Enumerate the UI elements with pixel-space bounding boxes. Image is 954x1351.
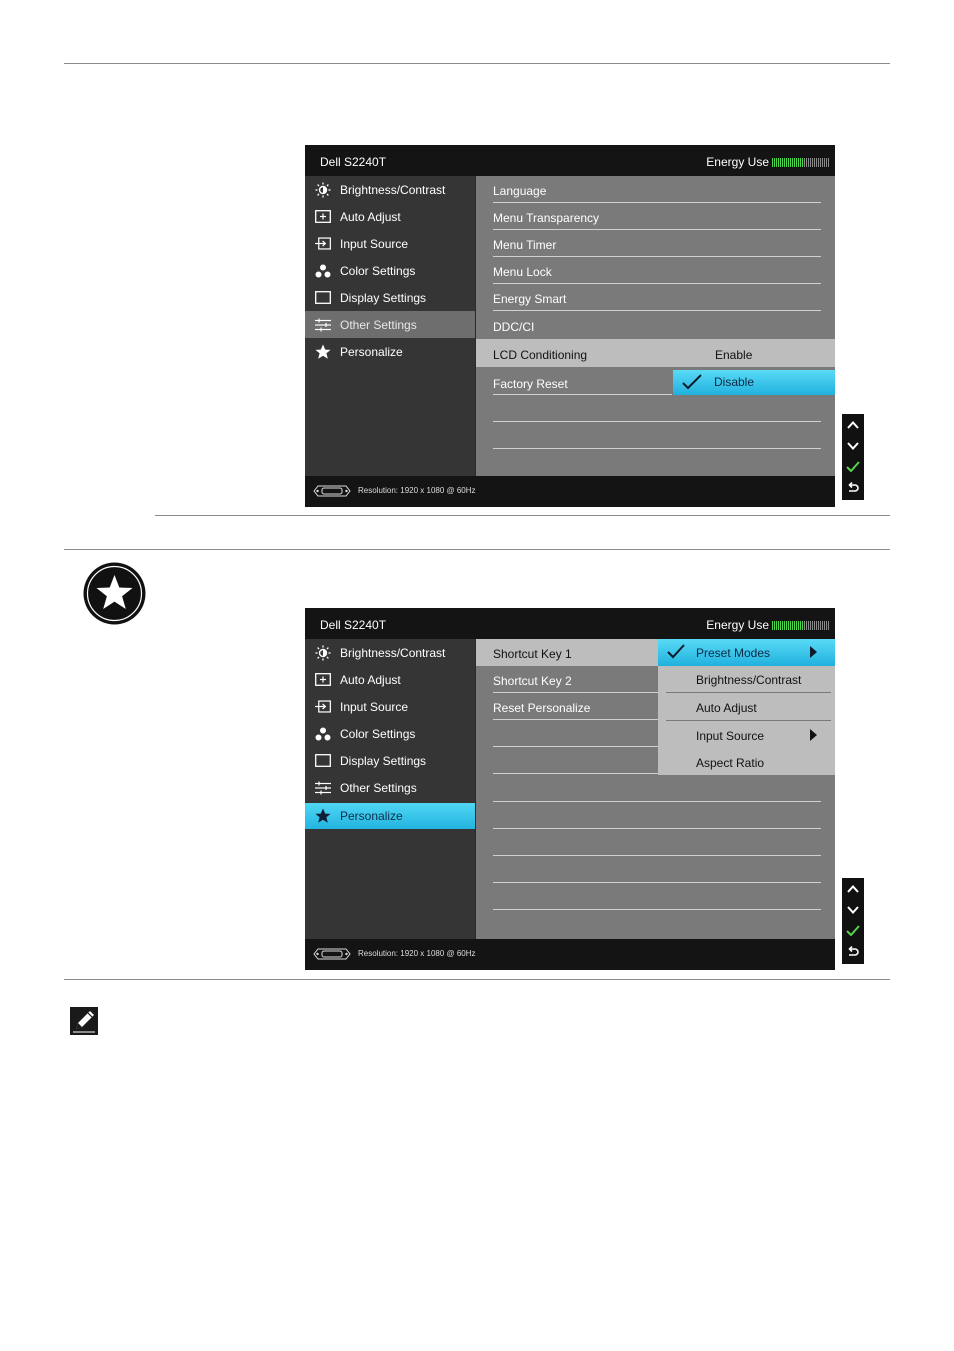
note-pencil-icon bbox=[70, 1007, 98, 1035]
menu-item-brightness-contrast[interactable] bbox=[305, 639, 475, 666]
energy-bar bbox=[774, 621, 775, 630]
menu-item-other-settings[interactable] bbox=[305, 311, 475, 338]
menu-item-label: Color Settings bbox=[340, 263, 416, 278]
empty-row bbox=[476, 747, 658, 774]
option-label: Aspect Ratio bbox=[696, 756, 765, 770]
energy-bar bbox=[772, 621, 773, 630]
option-preset-modes-selected[interactable] bbox=[658, 639, 835, 666]
option-enable[interactable]: Enable bbox=[715, 348, 753, 362]
check-icon bbox=[667, 644, 685, 662]
energy-bar bbox=[806, 158, 807, 167]
menu-item-display-settings[interactable] bbox=[305, 284, 475, 311]
energy-bar bbox=[782, 158, 783, 167]
energy-bar bbox=[806, 621, 807, 630]
energy-bars bbox=[772, 158, 829, 167]
option-factory-reset[interactable] bbox=[476, 367, 672, 395]
option-menu-lock[interactable] bbox=[476, 257, 835, 284]
option-disable-selected[interactable] bbox=[673, 370, 835, 395]
auto-adjust-icon bbox=[315, 673, 331, 687]
option-ddc-ci[interactable] bbox=[476, 312, 835, 339]
energy-bar bbox=[796, 621, 797, 630]
option-label: Brightness/Contrast bbox=[696, 673, 802, 687]
menu-item-label: Other Settings bbox=[340, 780, 417, 795]
down-arrow-icon[interactable] bbox=[842, 899, 864, 920]
section-rule-1 bbox=[155, 515, 890, 516]
energy-bar bbox=[774, 158, 775, 167]
energy-bar bbox=[784, 158, 785, 167]
osd-header bbox=[305, 145, 835, 176]
option-aspect-ratio[interactable] bbox=[658, 748, 835, 775]
energy-bar bbox=[772, 158, 773, 167]
option-label: LCD Conditioning bbox=[493, 348, 588, 362]
menu-item-label: Auto Adjust bbox=[340, 672, 401, 687]
menu-item-personalize[interactable] bbox=[305, 338, 475, 365]
energy-bar bbox=[780, 158, 781, 167]
section-rule-3 bbox=[64, 979, 890, 980]
arrow-right-icon bbox=[809, 729, 817, 744]
section-rule-2 bbox=[64, 549, 890, 550]
energy-bar bbox=[826, 621, 827, 630]
osd-footer bbox=[305, 476, 835, 507]
osd-footer bbox=[305, 939, 835, 970]
menu-item-other-settings[interactable] bbox=[305, 774, 475, 801]
menu-item-auto-adjust[interactable] bbox=[305, 666, 475, 693]
resolution-text: Resolution: 1920 x 1080 @ 60Hz bbox=[358, 486, 476, 495]
display-settings-icon bbox=[315, 754, 331, 768]
input-source-icon bbox=[315, 237, 331, 251]
energy-bar bbox=[790, 621, 791, 630]
input-source-icon bbox=[315, 700, 331, 714]
back-icon[interactable] bbox=[842, 477, 864, 498]
color-settings-icon bbox=[315, 264, 331, 278]
energy-bars bbox=[772, 621, 829, 630]
menu-item-label: Input Source bbox=[340, 699, 409, 714]
energy-bar bbox=[812, 158, 813, 167]
menu-item-label: Display Settings bbox=[340, 753, 427, 768]
energy-bar bbox=[782, 621, 783, 630]
energy-bar bbox=[776, 158, 777, 167]
option-shortcut-key-1[interactable] bbox=[476, 639, 658, 666]
empty-row bbox=[476, 395, 835, 422]
energy-bar bbox=[788, 621, 789, 630]
energy-bar bbox=[788, 158, 789, 167]
energy-meter bbox=[706, 618, 829, 632]
submenu-other-settings bbox=[476, 176, 835, 476]
option-menu-transparency[interactable] bbox=[476, 203, 835, 230]
menu-item-label: Other Settings bbox=[340, 317, 417, 332]
nav-buttons bbox=[842, 878, 864, 964]
down-arrow-icon[interactable] bbox=[842, 435, 864, 456]
back-icon[interactable] bbox=[842, 941, 864, 962]
energy-bar bbox=[792, 621, 793, 630]
menu-item-label: Personalize bbox=[340, 344, 403, 359]
menu-item-color-settings[interactable] bbox=[305, 257, 475, 284]
option-label: Menu Lock bbox=[493, 265, 552, 279]
energy-bar bbox=[808, 621, 809, 630]
check-icon bbox=[682, 374, 702, 393]
energy-label: Energy Use bbox=[706, 155, 769, 169]
energy-bar bbox=[804, 621, 805, 630]
energy-bar bbox=[798, 158, 799, 167]
empty-row bbox=[476, 775, 835, 802]
check-icon[interactable] bbox=[842, 456, 864, 477]
star-icon bbox=[315, 345, 331, 359]
energy-bar bbox=[810, 621, 811, 630]
option-label: Disable bbox=[714, 375, 755, 389]
menu-item-color-settings[interactable] bbox=[305, 720, 475, 747]
energy-bar bbox=[810, 158, 811, 167]
energy-bar bbox=[828, 158, 829, 167]
option-reset-personalize[interactable] bbox=[476, 693, 658, 720]
option-label: Auto Adjust bbox=[696, 701, 757, 715]
up-arrow-icon[interactable] bbox=[842, 878, 864, 899]
energy-bar bbox=[824, 158, 825, 167]
energy-bar bbox=[812, 621, 813, 630]
energy-bar bbox=[820, 621, 821, 630]
energy-bar bbox=[786, 158, 787, 167]
energy-bar bbox=[804, 158, 805, 167]
divider bbox=[493, 909, 821, 910]
energy-bar bbox=[816, 158, 817, 167]
option-label: Energy Smart bbox=[493, 292, 567, 306]
energy-bar bbox=[792, 158, 793, 167]
energy-bar bbox=[784, 621, 785, 630]
energy-bar bbox=[818, 158, 819, 167]
energy-bar bbox=[816, 621, 817, 630]
other-settings-icon bbox=[315, 781, 331, 795]
option-label: Input Source bbox=[696, 729, 765, 743]
model-name: Dell S2240T bbox=[320, 618, 387, 632]
empty-row bbox=[476, 856, 835, 883]
empty-row bbox=[476, 829, 835, 856]
option-menu-timer[interactable] bbox=[476, 230, 835, 257]
menu-item-display-settings[interactable] bbox=[305, 747, 475, 774]
divider bbox=[493, 773, 658, 774]
option-shortcut-key-2[interactable] bbox=[476, 666, 658, 693]
empty-row bbox=[476, 802, 835, 829]
energy-bar bbox=[814, 158, 815, 167]
osd-personalize bbox=[305, 608, 835, 970]
energy-bar bbox=[802, 621, 803, 630]
option-label: DDC/CI bbox=[493, 320, 535, 334]
energy-bar bbox=[822, 621, 823, 630]
energy-bar bbox=[820, 158, 821, 167]
menu-item-personalize[interactable] bbox=[305, 803, 475, 829]
divider bbox=[493, 310, 821, 311]
brightness-icon bbox=[315, 646, 331, 660]
empty-row bbox=[476, 883, 835, 910]
option-label: Shortcut Key 2 bbox=[493, 674, 572, 688]
other-settings-icon bbox=[315, 318, 331, 332]
menu-item-input-source[interactable] bbox=[305, 230, 475, 257]
menu-item-label: Auto Adjust bbox=[340, 209, 401, 224]
option-lcd-conditioning[interactable] bbox=[476, 339, 835, 367]
top-rule bbox=[64, 63, 890, 64]
energy-bar bbox=[800, 621, 801, 630]
energy-bar bbox=[798, 621, 799, 630]
option-label: Factory Reset bbox=[493, 377, 568, 391]
menu-item-label: Input Source bbox=[340, 236, 409, 251]
energy-bar bbox=[794, 621, 795, 630]
option-label: Menu Transparency bbox=[493, 211, 600, 225]
submenu-personalize bbox=[476, 639, 835, 939]
star-icon bbox=[315, 809, 331, 823]
energy-bar bbox=[822, 158, 823, 167]
display-settings-icon bbox=[315, 291, 331, 305]
option-language[interactable] bbox=[476, 176, 835, 203]
up-arrow-icon[interactable] bbox=[842, 414, 864, 435]
energy-bar bbox=[808, 158, 809, 167]
energy-bar bbox=[794, 158, 795, 167]
energy-meter bbox=[706, 155, 829, 169]
vga-connector-icon bbox=[313, 485, 351, 500]
main-menu bbox=[305, 639, 475, 939]
divider bbox=[493, 448, 821, 449]
main-menu bbox=[305, 176, 475, 476]
energy-bar bbox=[780, 621, 781, 630]
osd-header bbox=[305, 608, 835, 639]
auto-adjust-icon bbox=[315, 210, 331, 224]
option-brightness-contrast[interactable] bbox=[658, 666, 835, 693]
check-icon[interactable] bbox=[842, 920, 864, 941]
option-label: Preset Modes bbox=[696, 646, 771, 660]
shortcut-options-panel bbox=[658, 639, 835, 775]
energy-bar bbox=[802, 158, 803, 167]
menu-item-brightness-contrast[interactable] bbox=[305, 176, 475, 203]
option-label: Language bbox=[493, 184, 547, 198]
option-label: Shortcut Key 1 bbox=[493, 647, 572, 661]
menu-item-input-source[interactable] bbox=[305, 693, 475, 720]
energy-bar bbox=[828, 621, 829, 630]
nav-buttons bbox=[842, 414, 864, 500]
energy-bar bbox=[796, 158, 797, 167]
energy-bar bbox=[776, 621, 777, 630]
menu-item-label: Personalize bbox=[340, 809, 403, 823]
energy-label: Energy Use bbox=[706, 618, 769, 632]
arrow-right-icon bbox=[809, 646, 817, 661]
menu-item-label: Brightness/Contrast bbox=[340, 645, 446, 660]
empty-row bbox=[476, 422, 835, 449]
energy-bar bbox=[800, 158, 801, 167]
menu-item-label: Brightness/Contrast bbox=[340, 182, 446, 197]
energy-bar bbox=[814, 621, 815, 630]
personalize-star-badge-icon bbox=[82, 561, 147, 626]
option-label: Reset Personalize bbox=[493, 701, 591, 715]
osd-other-settings bbox=[305, 145, 835, 507]
color-settings-icon bbox=[315, 727, 331, 741]
resolution-text: Resolution: 1920 x 1080 @ 60Hz bbox=[358, 949, 476, 958]
energy-bar bbox=[824, 621, 825, 630]
energy-bar bbox=[778, 158, 779, 167]
empty-row bbox=[476, 720, 658, 747]
vga-connector-icon bbox=[313, 948, 351, 963]
energy-bar bbox=[778, 621, 779, 630]
energy-bar bbox=[790, 158, 791, 167]
option-energy-smart[interactable] bbox=[476, 284, 835, 311]
energy-bar bbox=[786, 621, 787, 630]
model-name: Dell S2240T bbox=[320, 155, 387, 169]
energy-bar bbox=[818, 621, 819, 630]
option-auto-adjust[interactable] bbox=[658, 693, 835, 721]
option-input-source[interactable] bbox=[658, 721, 835, 748]
brightness-icon bbox=[315, 183, 331, 197]
option-label: Menu Timer bbox=[493, 238, 557, 252]
menu-item-label: Display Settings bbox=[340, 290, 427, 305]
menu-item-label: Color Settings bbox=[340, 726, 416, 741]
menu-item-auto-adjust[interactable] bbox=[305, 203, 475, 230]
energy-bar bbox=[826, 158, 827, 167]
